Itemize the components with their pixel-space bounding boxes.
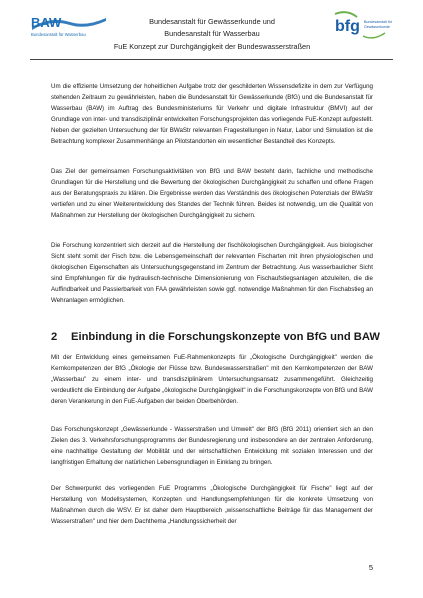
page-number: 5 — [368, 563, 373, 572]
paragraph-forschungskonzept-bfg: Das Forschungskonzept „Gewässerkunde - Wasserstraßen und Umwelt" der BfG (BfG 2011) orientiert sich an den Zielen des 3. Verkehrsforschungsprogramms der Bundesregierung und insbesondere an der zentralen Anforderung, eine nachhaltige Gestaltung der Mobilität und der wirtschaftlichen Entwicklung mit sozialen Interessen und der langfristigen Erhaltung der natürlichen Lebensgrundlagen in Einklang zu bringen. — [51, 426, 373, 467]
svg-text:Gewässerkunde: Gewässerkunde — [364, 25, 390, 29]
header-rule — [30, 59, 393, 60]
paragraph-effiziente-umsetzung: Um die effiziente Umsetzung der hoheitlichen Aufgabe trotz der geschilderten Wissensdefizite in dem zur Verfügung stehenden Zeitraum zu gewährleisten, haben die Bundesanstalt für Gewässerkunde (BfG) und die Bundesanstalt für Wasserbau (BAW) im Auftrag des Bundesministeriums für Verkehr und digitale Infrastruktur (BMVI) auf der Grundlage von inter- und transdisziplinär entwickelten Forschungsprojekten das vorliegende FuE-Konzept aufgestellt. Neben der gezielten Untersuchung der für BWaStr relevanten Fragestellungen in Natur, Labor und Simulation ist die Betrachtung komplexer Zusammenhänge an Pilotstandorten ein wesentlicher Bestandteil des Konzepts. — [51, 83, 373, 146]
baw-logo-text: BAW — [31, 15, 62, 30]
bfg-logo-text: bfg — [335, 18, 360, 35]
paragraph-schwerpunkt-fue-programm: Der Schwerpunkt des vorliegenden FuE Programms „Ökologische Durchgängigkeit für Fische" liegt auf der Herstellung von Modellsystemen, Konzepten und Handlungsempfehlungen für die konkrete Umsetzung von Maßnahmen durch die WSV. Er ist daher dem Hauptbereich „wissenschaftliche Beiträge für das Management der Wasserstraßen" und hier dem Dachthema „Handlungssicherheit der — [51, 485, 373, 526]
paragraph-fischoekologische-durchgaengigkeit: Die Forschung konzentriert sich derzeit auf die Herstellung der fischökologischen Durchgängigkeit. Aus biologischer Sicht steht somit der Fisch bzw. die Lebensgemeinschaft der relevanten Fischarten mit ihren physiologischen und ökologischen Eigenschaften als Untersuchungsgegenstand im Zentrum der Betrachtung. Aus wasserbaulicher Sicht sind Empfehlungen für die hydraulisch-technische Dimensionierung von Fischaufstiegsanlagen abzuleiten, die die Auffindbarkeit und Passierbarkeit von FAA gewährleisten sowie ggf. notwendige Maßnahmen für den Fischabstieg an Wehranlagen ermöglichen. — [51, 242, 373, 305]
page-header — [30, 8, 393, 58]
svg-text:Bundesanstalt für: Bundesanstalt für — [364, 20, 392, 24]
section-heading — [51, 331, 380, 343]
paragraph-fue-rahmenkonzept: Mit der Entwicklung eines gemeinsamen FuE-Rahmenkonzepts für „Ökologische Durchgängigkeit" werden die Kernkompetenzen der BfG „Ökologie der Flüsse bzw. Bundeswasserstraßen" mit den Kernkompetenzen der BAW „Wasserbau" zu einem inter- und transdisziplinärem Untersuchungsansatz zusammengeführt. Gleichzeitig verdeutlicht die Einbindung der Aufgabe „ökologische Durchgängigkeit" in die Forschungskonzepte von BfG und BAW deren Verankerung in den FuE-Aufgaben der beiden Oberbehörden. — [51, 354, 373, 406]
baw-logo-subtitle: Bundesanstalt für Wasserbau — [31, 32, 86, 37]
baw-logo — [30, 14, 108, 38]
header-document-title: FuE Konzept zur Durchgängigkeit der Bundeswasserstraßen — [113, 42, 311, 51]
paragraph-ziel-forschungsaktivitaeten: Das Ziel der gemeinsamen Forschungsaktivitäten von BfG und BAW besteht darin, fachliche und methodische Grundlagen für die Herstellung und die Bewertung der ökologischen Durchgängigkeit zu schaffen und offene Fragen aus der Beratungspraxis zu klären. Die Ergebnisse werden das Verständnis des ökologischen Potenzials der BWaStr vertiefen und zu einer Weiterentwicklung des Standes der Technik führen. Beides ist notwendig, um die Qualität von Maßnahmen zur Herstellung der ökologischen Durchgängigkeit zu sichern. — [51, 168, 373, 220]
bfg-logo — [333, 11, 393, 45]
section-title: Einbindung in die Forschungskonzepte von BfG und BAW — [71, 331, 380, 343]
header-institution-line-1: Bundesanstalt für Gewässerkunde und — [149, 17, 275, 26]
header-institution-line-2: Bundesanstalt für Wasserbau — [164, 29, 260, 38]
section-number: 2 — [51, 331, 58, 343]
